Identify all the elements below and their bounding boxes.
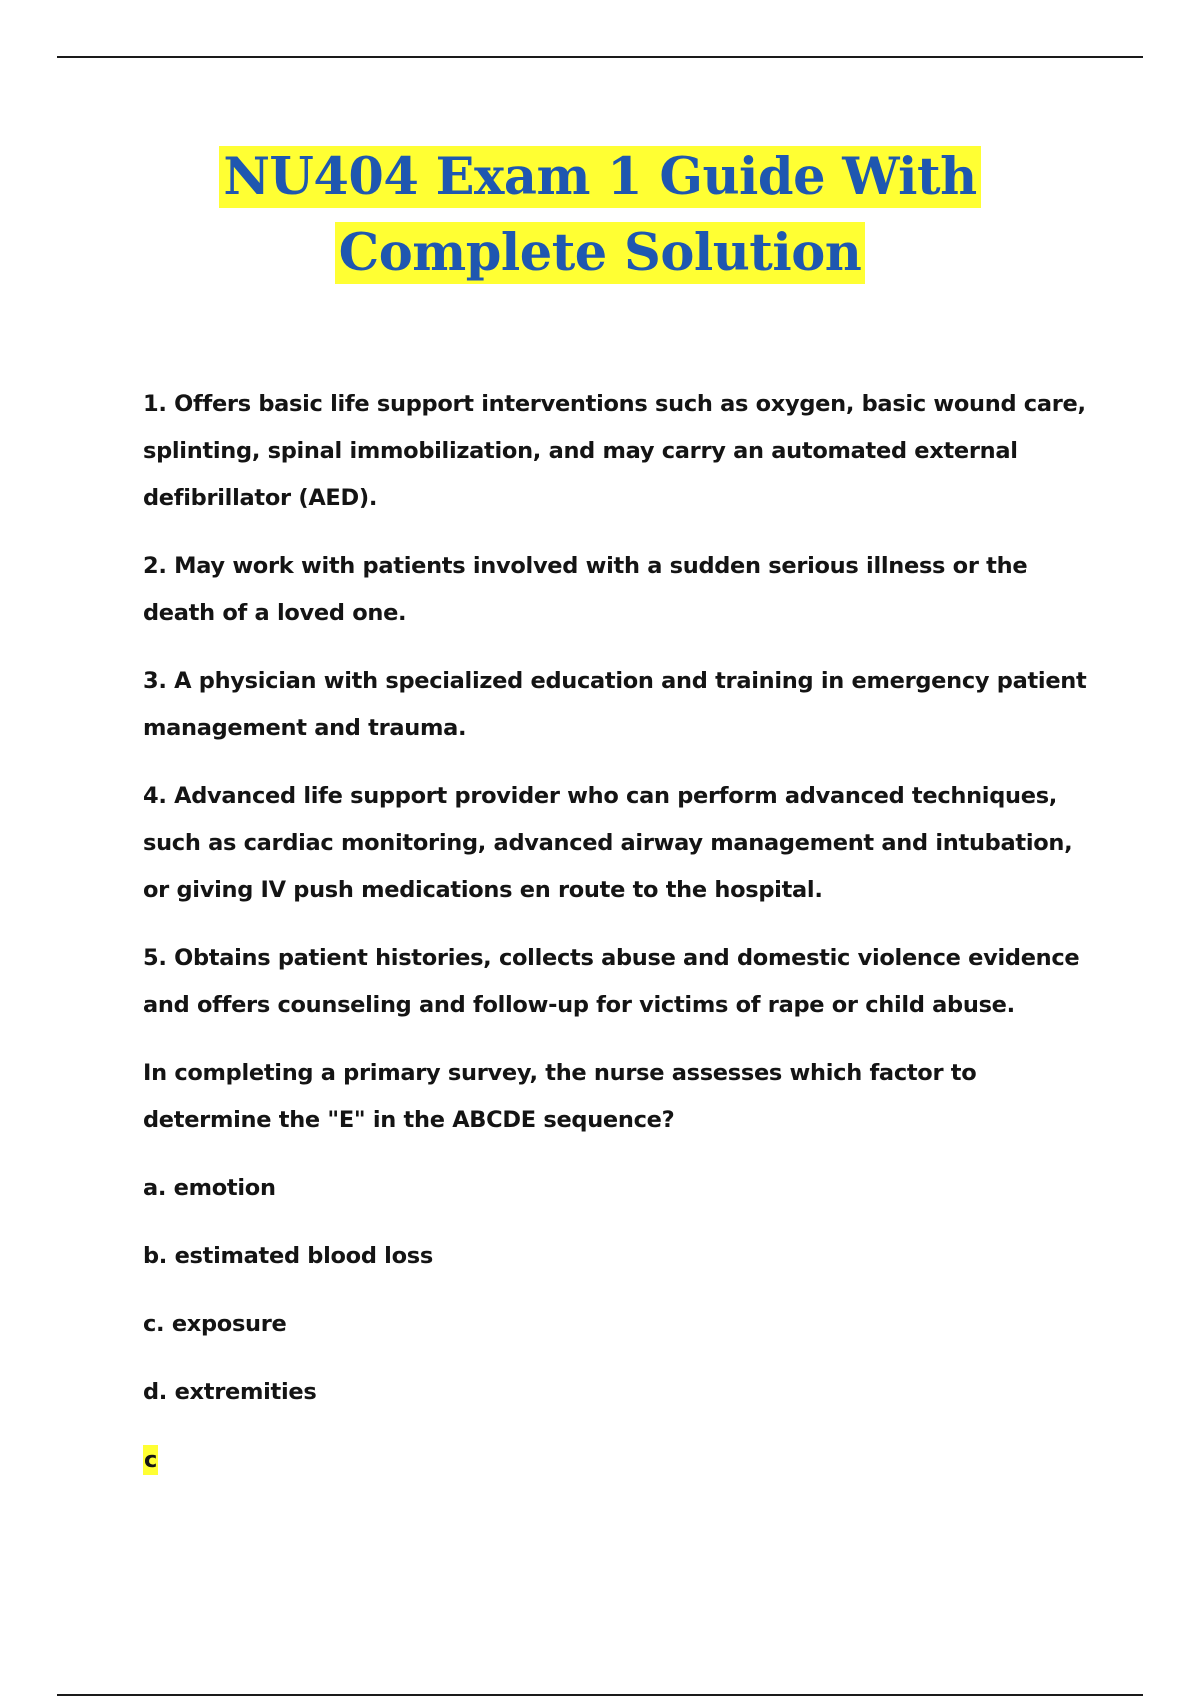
- option-a: a. emotion: [143, 1175, 276, 1201]
- item-3: 3. A physician with specialized education and training in emergency patient management and trauma.: [143, 668, 1087, 741]
- option-c: c. exposure: [143, 1311, 287, 1337]
- page-title: [0, 139, 1200, 291]
- title-line-1: NU404 Exam 1 Guide With: [219, 146, 980, 208]
- answer-highlight: c: [144, 1447, 158, 1473]
- question-text: In completing a primary survey, the nurse assesses which factor to determine the "E" in the ABCDE sequence?: [143, 1060, 977, 1133]
- option-d: d. extremities: [143, 1379, 317, 1405]
- bottom-divider: [57, 1694, 1143, 1696]
- answer: [143, 1437, 1103, 1484]
- item-4: 4. Advanced life support provider who can perform advanced techniques, such as cardiac monitoring, advanced airway management and intubation, or giving IV push medications en route to the hospital.: [143, 783, 1073, 903]
- top-divider: [57, 56, 1143, 58]
- document-body: [143, 381, 1103, 1484]
- title-line-2: Complete Solution: [335, 222, 866, 284]
- option-b: b. estimated blood loss: [143, 1243, 433, 1269]
- item-5: 5. Obtains patient histories, collects abuse and domestic violence evidence and offers counseling and follow-up for victims of rape or child abuse.: [143, 945, 1080, 1018]
- item-1: 1. Offers basic life support interventions such as oxygen, basic wound care, splinting, spinal immobilization, and may carry an automated external defibrillator (AED).: [143, 391, 1086, 511]
- item-2: 2. May work with patients involved with a sudden serious illness or the death of a loved one.: [143, 553, 1028, 626]
